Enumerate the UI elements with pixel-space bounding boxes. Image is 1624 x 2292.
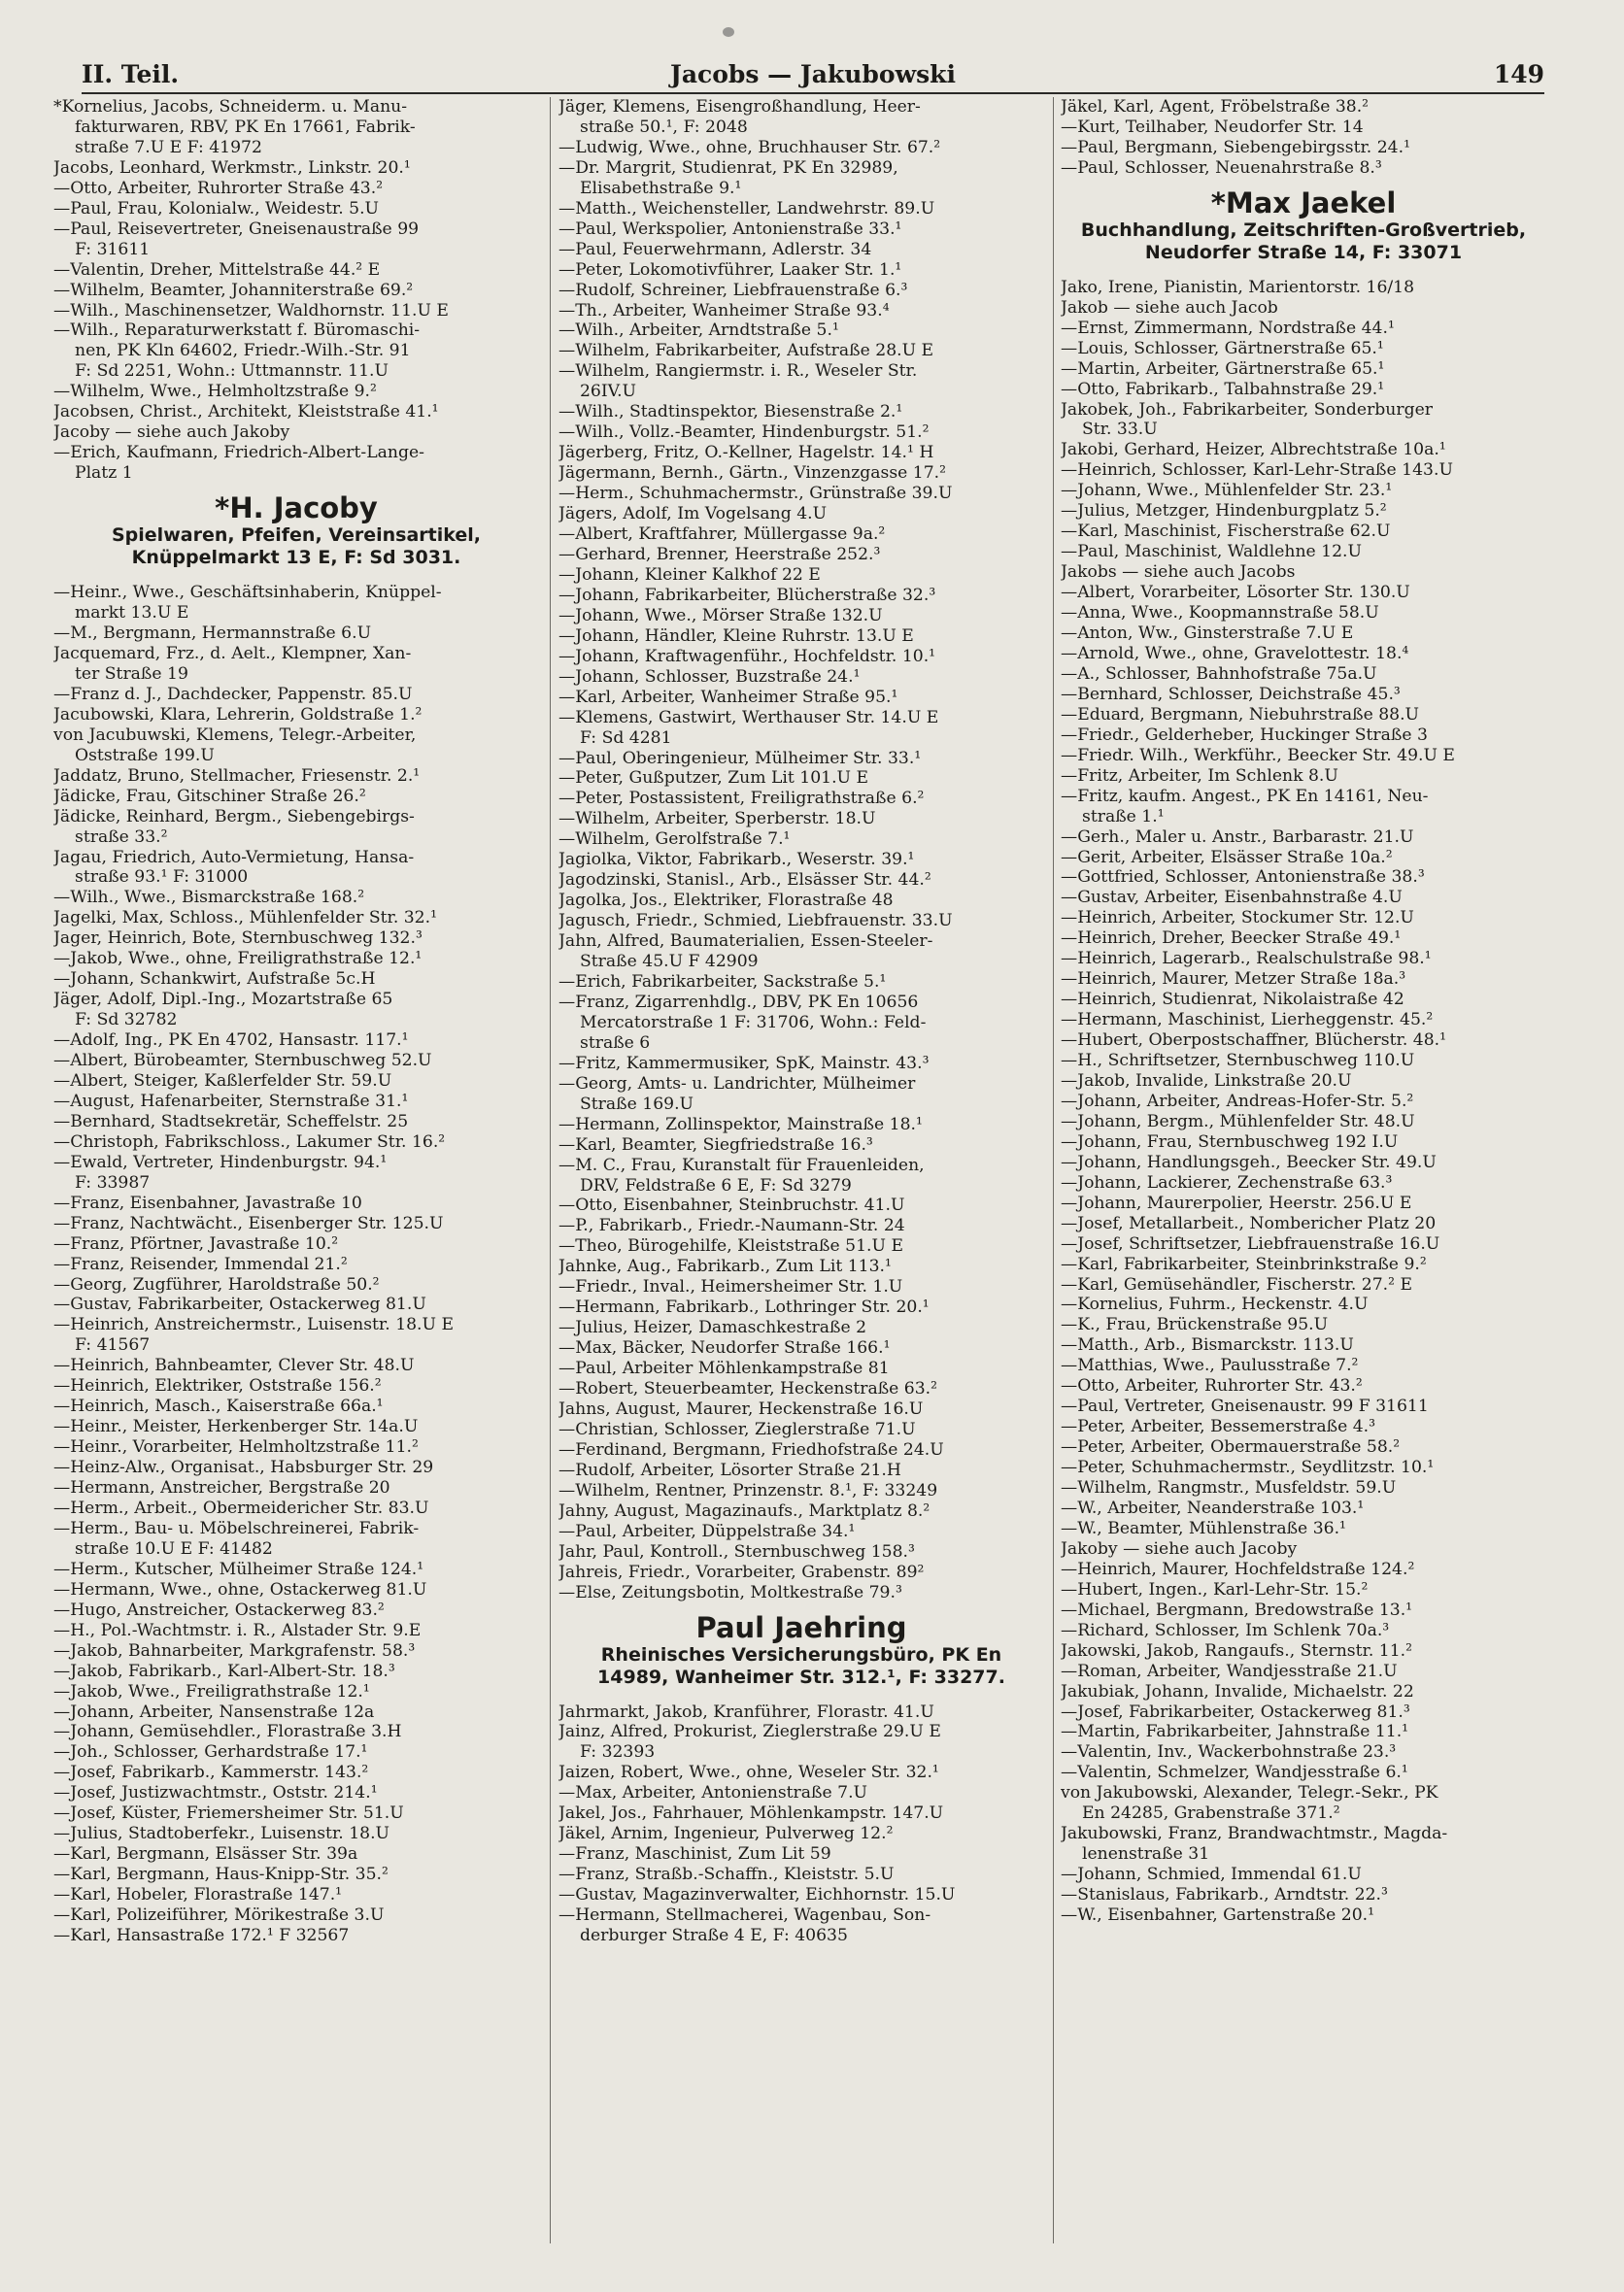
directory-entry: Jahns, August, Maurer, Heckenstraße 16.U <box>558 1399 924 1419</box>
directory-entry: —Gerit, Arbeiter, Elsässer Straße 10a.² <box>1061 847 1393 867</box>
directory-entry: —Georg, Zugführer, Haroldstraße 50.² <box>53 1274 380 1295</box>
directory-entry: Jakoby — siehe auch Jacoby <box>1061 1538 1298 1559</box>
directory-entry: —A., Schlosser, Bahnhofstraße 75a.U <box>1061 663 1377 684</box>
directory-entry: —Gustav, Arbeiter, Eisenbahnstraße 4.U <box>1061 888 1403 908</box>
directory-entry: Elisabethstraße 9.¹ <box>580 178 742 198</box>
directory-entry: —Karl, Beamter, Siegfriedstraße 16.³ <box>558 1134 873 1155</box>
directory-entry: —Karl, Fabrikarbeiter, Steinbrinkstraße 9.² <box>1061 1254 1427 1274</box>
directory-entry: —Wilhelm, Wwe., Helmholtzstraße 9.² <box>53 382 377 402</box>
directory-entry: Jaddatz, Bruno, Stellmacher, Friesenstr. 2.¹ <box>53 765 421 786</box>
directory-entry: —Karl, Gemüsehändler, Fischerstr. 27.² E <box>1061 1274 1413 1295</box>
directory-entry: —Arnold, Wwe., ohne, Gravelottestr. 18.⁴ <box>1061 643 1409 663</box>
directory-entry: —W., Eisenbahner, Gartenstraße 20.¹ <box>1061 1905 1375 1926</box>
directory-entry: Jakobek, Joh., Fabrikarbeiter, Sonderburger <box>1061 399 1433 420</box>
ad-name: Paul Jaehring <box>695 1610 907 1644</box>
directory-entry: Jako, Irene, Pianistin, Marientorstr. 16/18 <box>1061 277 1415 297</box>
directory-entry: —Paul, Bergmann, Siebengebirgsstr. 24.¹ <box>1061 137 1410 157</box>
directory-entry: —Max, Bäcker, Neudorfer Straße 166.¹ <box>558 1338 891 1359</box>
directory-entry: —Heinrich, Maurer, Hochfeldstraße 124.² <box>1061 1559 1415 1579</box>
directory-entry: F: 31611 <box>75 239 151 259</box>
directory-entry: *Kornelius, Jacobs, Schneiderm. u. Manu- <box>53 97 408 117</box>
directory-entry: ter Straße 19 <box>75 663 188 684</box>
directory-entry: —Heinrich, Elektriker, Oststraße 156.² <box>53 1376 382 1397</box>
header-part: II. Teil. <box>82 60 180 88</box>
directory-entry: —Franz, Zigarrenhdlg., DBV, PK En 10656 <box>558 992 919 1012</box>
directory-entry: Jäkel, Arnim, Ingenieur, Pulverweg 12.² <box>558 1824 894 1844</box>
header-range: Jacobs — Jakubowski <box>670 60 956 88</box>
directory-entry: —Julius, Stadtoberfekr., Luisenstr. 18.U <box>53 1824 390 1844</box>
directory-entry: —Gerh., Maler u. Anstr., Barbarastr. 21.U <box>1061 826 1414 847</box>
directory-entry: F: 33987 <box>75 1172 151 1193</box>
directory-entry: —Heinrich, Arbeiter, Stockumer Str. 12.U <box>1061 908 1414 928</box>
directory-entry: —Th., Arbeiter, Wanheimer Straße 93.⁴ <box>558 300 890 320</box>
directory-entry: Oststraße 199.U <box>75 745 215 765</box>
directory-entry: lenenstraße 31 <box>1082 1844 1210 1865</box>
directory-entry: F: Sd 4281 <box>580 727 672 748</box>
directory-entry: —Kurt, Teilhaber, Neudorfer Str. 14 <box>1061 117 1364 137</box>
directory-entry: —Johann, Wwe., Mühlenfelder Str. 23.¹ <box>1061 481 1393 501</box>
directory-entry: —Bernhard, Schlosser, Deichstraße 45.³ <box>1061 684 1401 704</box>
directory-entry: —Josef, Schriftsetzer, Liebfrauenstraße 16.U <box>1061 1233 1440 1254</box>
directory-entry: Jäkel, Karl, Agent, Fröbelstraße 38.² <box>1061 97 1370 117</box>
directory-entry: von Jakubowski, Alexander, Telegr.-Sekr., PK <box>1061 1783 1438 1803</box>
directory-entry: —Karl, Hansastraße 172.¹ F 32567 <box>53 1926 350 1946</box>
directory-entry: Jakubowski, Franz, Brandwachtmstr., Magda- <box>1061 1824 1448 1844</box>
directory-entry: Jahny, August, Magazinaufs., Marktplatz 8.² <box>558 1500 930 1521</box>
column-2 <box>558 97 1044 2263</box>
directory-entry: —Heinrich, Studienrat, Nikolaistraße 42 <box>1061 990 1404 1010</box>
directory-entry: —Ludwig, Wwe., ohne, Bruchhauser Str. 67.² <box>558 137 941 157</box>
directory-entry: F: 41567 <box>75 1335 151 1356</box>
directory-entry: —Herm., Bau- u. Möbelschreinerei, Fabrik- <box>53 1518 420 1538</box>
directory-entry: —Bernhard, Stadtsekretär, Scheffelstr. 25 <box>53 1111 409 1131</box>
directory-entry: —Johann, Wwe., Mörser Straße 132.U <box>558 605 883 625</box>
directory-entry: Jacobsen, Christ., Architekt, Kleiststraße 41.¹ <box>53 402 439 422</box>
directory-entry: —Franz d. J., Dachdecker, Pappenstr. 85.U <box>53 684 413 704</box>
page-header <box>82 60 1544 93</box>
directory-entry: markt 13.U E <box>75 603 189 624</box>
directory-entry: —Georg, Amts- u. Landrichter, Mülheimer <box>558 1073 916 1094</box>
directory-entry: —Julius, Heizer, Damaschkestraße 2 <box>558 1318 867 1338</box>
directory-entry: straße 93.¹ F: 31000 <box>75 867 249 888</box>
directory-entry: —Hermann, Anstreicher, Bergstraße 20 <box>53 1478 390 1499</box>
directory-entry: —Heinrich, Dreher, Beecker Straße 49.¹ <box>1061 928 1402 949</box>
directory-entry: —Karl, Polizeiführer, Mörikestraße 3.U <box>53 1905 385 1926</box>
directory-entry: —Paul, Arbeiter, Düppelstraße 34.¹ <box>558 1521 856 1541</box>
column-3 <box>1061 97 1546 2263</box>
directory-entry: —Wilhelm, Arbeiter, Sperberstr. 18.U <box>558 809 876 829</box>
directory-entry: —Hermann, Wwe., ohne, Ostackerweg 81.U <box>53 1579 427 1600</box>
directory-entry: —August, Hafenarbeiter, Sternstraße 31.¹ <box>53 1091 409 1111</box>
directory-entry: —Karl, Maschinist, Fischerstraße 62.U <box>1061 522 1391 542</box>
directory-entry: —Franz, Maschinist, Zum Lit 59 <box>558 1844 831 1865</box>
directory-entry: —M., Bergmann, Hermannstraße 6.U <box>53 624 372 644</box>
directory-entry: —Joh., Schlosser, Gerhardstraße 17.¹ <box>53 1742 368 1763</box>
directory-entry: —Josef, Fabrikarb., Kammerstr. 143.² <box>53 1763 369 1783</box>
directory-entry: —Peter, Postassistent, Freiligrathstraße 6.² <box>558 789 925 809</box>
directory-entry: —Wilhelm, Rangiermstr. i. R., Weseler Str. <box>558 361 918 382</box>
directory-entry: —Fritz, Arbeiter, Im Schlenk 8.U <box>1061 765 1338 786</box>
directory-entry: —Ferdinand, Bergmann, Friedhofstraße 24.U <box>558 1439 944 1460</box>
directory-entry: —Heinrich, Bahnbeamter, Clever Str. 48.U <box>53 1356 415 1376</box>
ad-detail: Knüppelmarkt 13 E, F: Sd 3031. <box>131 547 461 569</box>
directory-entry: —Herm., Kutscher, Mülheimer Straße 124.¹ <box>53 1559 424 1579</box>
column-1 <box>53 97 539 2263</box>
directory-entry: —Johann, Arbeiter, Nansenstraße 12a <box>53 1702 375 1722</box>
directory-entry: —Paul, Maschinist, Waldlehne 12.U <box>1061 542 1362 562</box>
directory-entry: —Otto, Fabrikarb., Talbahnstraße 29.¹ <box>1061 379 1385 399</box>
directory-entry: —Karl, Bergmann, Elsässer Str. 39a <box>53 1844 358 1865</box>
directory-entry: —Rudolf, Schreiner, Liebfrauenstraße 6.³ <box>558 280 908 300</box>
directory-entry: —Heinrich, Anstreichermstr., Luisenstr. 18.U E <box>53 1315 455 1335</box>
directory-entry: —Franz, Straßb.-Schaffn., Kleiststr. 5.U <box>558 1865 895 1885</box>
directory-entry: —Fritz, Kammermusiker, SpK, Mainstr. 43.³ <box>558 1053 930 1073</box>
directory-entry: —Dr. Margrit, Studienrat, PK En 32989, <box>558 157 898 178</box>
directory-entry: Jahrmarkt, Jakob, Kranführer, Florastr. 41.U <box>558 1702 934 1722</box>
directory-entry: —Johann, Kleiner Kalkhof 22 E <box>558 564 821 585</box>
directory-entry: —Albert, Steiger, Kaßlerfelder Str. 59.U <box>53 1070 392 1091</box>
header-rule <box>82 92 1544 94</box>
column-divider <box>1053 97 1054 2243</box>
directory-entry: Jägerberg, Fritz, O.-Kellner, Hagelstr. 14.¹ H <box>558 443 934 463</box>
directory-entry: —Peter, Arbeiter, Bessemerstraße 4.³ <box>1061 1417 1376 1437</box>
directory-entry: —Gustav, Magazinverwalter, Eichhornstr. 15.U <box>558 1885 956 1905</box>
directory-entry: straße 7.U E F: 41972 <box>75 137 262 157</box>
directory-entry: —Josef, Küster, Friemersheimer Str. 51.U <box>53 1803 404 1824</box>
ad-name: *Max Jaekel <box>1210 185 1397 219</box>
directory-entry: —Wilh., Arbeiter, Arndtstraße 5.¹ <box>558 320 839 341</box>
directory-entry: —Herm., Arbeit., Obermeidericher Str. 83.U <box>53 1499 429 1518</box>
directory-entry: —Hermann, Maschinist, Lierheggenstr. 45.² <box>1061 1010 1434 1030</box>
directory-entry: —Ernst, Zimmermann, Nordstraße 44.¹ <box>1061 318 1395 338</box>
directory-entry: —Franz, Reisender, Immendal 21.² <box>53 1254 348 1274</box>
directory-entry: —Peter, Schuhmachermstr., Seydlitzstr. 10.¹ <box>1061 1458 1435 1478</box>
directory-entry: Jädicke, Reinhard, Bergm., Siebengebirgs- <box>53 806 415 826</box>
directory-entry: —Martin, Arbeiter, Gärtnerstraße 65.¹ <box>1061 358 1385 379</box>
directory-entry: —Gustav, Fabrikarbeiter, Ostackerweg 81.U <box>53 1295 426 1315</box>
directory-entry: —Wilh., Reparaturwerkstatt f. Büromaschi- <box>53 320 421 341</box>
directory-entry: —Matthias, Wwe., Paulusstraße 7.² <box>1061 1356 1359 1376</box>
directory-entry: Jacobs, Leonhard, Werkmstr., Linkstr. 20.¹ <box>53 157 411 178</box>
directory-entry: F: 32393 <box>580 1742 656 1763</box>
directory-entry: —Johann, Schlosser, Buzstraße 24.¹ <box>558 666 861 687</box>
directory-entry: Jäger, Klemens, Eisengroßhandlung, Heer- <box>558 97 921 117</box>
directory-entry: —Wilhelm, Gerolfstraße 7.¹ <box>558 829 791 850</box>
directory-entry: Jacquemard, Frz., d. Aelt., Klempner, Xan- <box>53 643 412 663</box>
directory-entry: —Max, Arbeiter, Antonienstraße 7.U <box>558 1783 868 1803</box>
directory-entry: Jäger, Adolf, Dipl.-Ing., Mozartstraße 65 <box>53 990 393 1010</box>
directory-entry: —Martin, Fabrikarbeiter, Jahnstraße 11.¹ <box>1061 1722 1409 1742</box>
directory-entry: —Karl, Hobeler, Florastraße 147.¹ <box>53 1885 343 1905</box>
advertisement <box>53 491 539 569</box>
directory-entry: —H., Schriftsetzer, Sternbuschweg 110.U <box>1061 1051 1415 1071</box>
directory-entry: —Paul, Oberingenieur, Mülheimer Str. 33.¹ <box>558 748 922 768</box>
directory-entry: straße 33.² <box>75 826 168 847</box>
directory-entry: —Valentin, Schmelzer, Wandjesstraße 6.¹ <box>1061 1763 1408 1783</box>
directory-entry: —Albert, Vorarbeiter, Lösorter Str. 130.U <box>1061 583 1410 603</box>
directory-entry: —Gottfried, Schlosser, Antonienstraße 38.³ <box>1061 867 1425 888</box>
directory-entry: —Paul, Werkspolier, Antonienstraße 33.¹ <box>558 219 902 239</box>
directory-entry: —Johann, Schmied, Immendal 61.U <box>1061 1865 1362 1885</box>
directory-entry: —Josef, Metallarbeit., Nombericher Platz 20 <box>1061 1213 1437 1233</box>
directory-entry: —Johann, Maurerpolier, Heerstr. 256.U E <box>1061 1193 1412 1213</box>
directory-entry: Jägers, Adolf, Im Vogelsang 4.U <box>558 504 828 524</box>
directory-entry: —Anna, Wwe., Koopmannstraße 58.U <box>1061 603 1379 624</box>
directory-entry: Jahn, Alfred, Baumaterialien, Essen-Steeler- <box>558 931 933 952</box>
directory-entry: —Johann, Arbeiter, Andreas-Hofer-Str. 5.² <box>1061 1091 1414 1111</box>
directory-entry: —Hubert, Ingen., Karl-Lehr-Str. 15.² <box>1061 1579 1369 1600</box>
directory-entry: —Paul, Arbeiter Möhlenkampstraße 81 <box>558 1359 890 1379</box>
directory-entry: —W., Beamter, Mühlenstraße 36.¹ <box>1061 1518 1346 1538</box>
ad-detail: Spielwaren, Pfeifen, Vereinsartikel, <box>112 524 481 547</box>
directory-entry: —Heinrich, Lagerarb., Realschulstraße 98.¹ <box>1061 949 1432 969</box>
directory-entry: —Otto, Arbeiter, Ruhrorter Str. 43.² <box>1061 1376 1363 1397</box>
directory-entry: Straße 169.U <box>580 1094 694 1114</box>
directory-entry: —Wilh., Wwe., Bismarckstraße 168.² <box>53 888 365 908</box>
directory-entry: Jädicke, Frau, Gitschiner Straße 26.² <box>53 786 366 806</box>
directory-entry: Jacoby — siehe auch Jakoby <box>53 422 290 443</box>
directory-entry: —Hermann, Stellmacherei, Wagenbau, Son- <box>558 1905 931 1926</box>
directory-entry: —Jakob, Invalide, Linkstraße 20.U <box>1061 1070 1352 1091</box>
directory-entry: —Heinr., Meister, Herkenberger Str. 14a.U <box>53 1417 419 1437</box>
directory-entry: straße 50.¹, F: 2048 <box>580 117 748 137</box>
directory-entry: —Hubert, Oberpostschaffner, Blücherstr. 48.¹ <box>1061 1030 1446 1051</box>
directory-entry: —Friedr., Gelderheber, Huckinger Straße 3 <box>1061 725 1428 745</box>
directory-entry: —Michael, Bergmann, Bredowstraße 13.¹ <box>1061 1600 1413 1620</box>
directory-entry: —Heinr., Wwe., Geschäftsinhaberin, Knüppel- <box>53 583 442 603</box>
directory-entry: Straße 45.U F 42909 <box>580 952 759 972</box>
ad-detail: Buchhandlung, Zeitschriften-Großvertrieb, <box>1080 219 1527 241</box>
directory-entry: —Richard, Schlosser, Im Schlenk 70a.³ <box>1061 1620 1390 1640</box>
directory-entry: —Valentin, Dreher, Mittelstraße 44.² E <box>53 259 381 280</box>
directory-entry: —Peter, Gußputzer, Zum Lit 101.U E <box>558 768 869 789</box>
directory-entry: —Franz, Eisenbahner, Javastraße 10 <box>53 1193 362 1213</box>
directory-entry: —Anton, Ww., Ginsterstraße 7.U E <box>1061 624 1354 644</box>
directory-entry: —Peter, Arbeiter, Obermauerstraße 58.² <box>1061 1437 1401 1458</box>
directory-entry: —Else, Zeitungsbotin, Moltkestraße 79.³ <box>558 1582 902 1602</box>
directory-entry: Jagiolka, Viktor, Fabrikarb., Weserstr. 39.¹ <box>558 850 915 870</box>
directory-entry: —Herm., Schuhmachermstr., Grünstraße 39.U <box>558 484 953 504</box>
directory-entry: Platz 1 <box>75 463 133 484</box>
directory-entry: Jagolka, Jos., Elektriker, Florastraße 48 <box>558 891 894 911</box>
directory-entry: En 24285, Grabenstraße 371.² <box>1082 1803 1340 1824</box>
directory-entry: 26IV.U <box>580 382 637 402</box>
directory-entry: —Josef, Justizwachtmstr., Oststr. 214.¹ <box>53 1783 378 1803</box>
directory-entry: —Robert, Steuerbeamter, Heckenstraße 63.² <box>558 1379 938 1399</box>
directory-entry: —Wilhelm, Rangmstr., Musfeldstr. 59.U <box>1061 1478 1397 1499</box>
directory-entry: Jagusch, Friedr., Schmied, Liebfrauenstr. 33.U <box>558 911 953 931</box>
advertisement <box>1061 186 1546 264</box>
directory-entry: —Julius, Metzger, Hindenburgplatz 5.² <box>1061 501 1387 522</box>
directory-entry: Jaizen, Robert, Wwe., ohne, Weseler Str. 32.¹ <box>558 1763 939 1783</box>
ad-detail: Rheinisches Versicherungsbüro, PK En <box>600 1643 1002 1666</box>
directory-entry: —Johann, Fabrikarbeiter, Blücherstraße 32.³ <box>558 585 936 605</box>
directory-entry: Str. 33.U <box>1082 420 1158 440</box>
directory-entry: —Hermann, Fabrikarb., Lothringer Str. 20.¹ <box>558 1298 930 1318</box>
directory-entry: —Jakob, Wwe., Freiligrathstraße 12.¹ <box>53 1681 370 1702</box>
directory-entry: nen, PK Kln 64602, Friedr.-Wilh.-Str. 91 <box>75 341 411 361</box>
directory-entry: —Wilh., Vollz.-Beamter, Hindenburgstr. 51.² <box>558 422 930 443</box>
directory-entry: —Paul, Reisevertreter, Gneisenaustraße 99 <box>53 219 420 239</box>
directory-entry: —Johann, Lackierer, Zechenstraße 63.³ <box>1061 1172 1393 1193</box>
directory-entry: —H., Pol.-Wachtmstr. i. R., Alstader Str. 9.E <box>53 1620 422 1640</box>
directory-entry: —Roman, Arbeiter, Wandjesstraße 21.U <box>1061 1661 1398 1681</box>
directory-entry: —Rudolf, Arbeiter, Lösorter Straße 21.H <box>558 1460 901 1480</box>
ad-detail: 14989, Wanheimer Str. 312.¹, F: 33277. <box>597 1666 1005 1688</box>
directory-entry: —K., Frau, Brückenstraße 95.U <box>1061 1315 1329 1335</box>
directory-entry: —Albert, Kraftfahrer, Müllergasse 9a.² <box>558 524 886 545</box>
column-divider <box>550 97 551 2243</box>
ad-name: *H. Jacoby <box>215 491 378 525</box>
directory-entry: straße 6 <box>580 1032 651 1053</box>
ink-stain <box>723 27 734 37</box>
directory-entry: —Matth., Arb., Bismarckstr. 113.U <box>1061 1335 1354 1356</box>
directory-entry: Jahr, Paul, Kontroll., Sternbuschweg 158.³ <box>558 1541 915 1562</box>
directory-entry: —Wilh., Maschinensetzer, Waldhornstr. 11.U E <box>53 300 449 320</box>
directory-entry: —Wilhelm, Beamter, Johanniterstraße 69.² <box>53 280 414 300</box>
directory-entry: —Hugo, Anstreicher, Ostackerweg 83.² <box>53 1600 385 1620</box>
directory-entry: —Otto, Eisenbahner, Steinbruchstr. 41.U <box>558 1196 905 1216</box>
directory-entry: straße 10.U E F: 41482 <box>75 1538 273 1559</box>
directory-entry: —Paul, Vertreter, Gneisenaustr. 99 F 31611 <box>1061 1397 1429 1417</box>
directory-entry: —Karl, Bergmann, Haus-Knipp-Str. 35.² <box>53 1865 389 1885</box>
directory-entry: Jacubowski, Klara, Lehrerin, Goldstraße 1.² <box>53 704 423 725</box>
page-number: 149 <box>1493 60 1544 88</box>
directory-entry: Jakobs — siehe auch Jacobs <box>1061 562 1296 583</box>
directory-entry: —Johann, Schankwirt, Aufstraße 5c.H <box>53 969 376 990</box>
directory-entry: straße 1.¹ <box>1082 806 1165 826</box>
directory-entry: —Franz, Nachtwächt., Eisenberger Str. 125.U <box>53 1213 444 1233</box>
directory-entry: —Johann, Frau, Sternbuschweg 192 I.U <box>1061 1131 1399 1152</box>
directory-entry: Jakob — siehe auch Jacob <box>1061 297 1278 318</box>
directory-entry: —Johann, Kraftwagenführ., Hochfeldstr. 10.¹ <box>558 646 936 666</box>
directory-entry: F: Sd 32782 <box>75 1010 178 1030</box>
directory-entry: Jager, Heinrich, Bote, Sternbuschweg 132.³ <box>53 928 423 949</box>
ad-detail: Neudorfer Straße 14, F: 33071 <box>1144 241 1463 263</box>
directory-entry: —Theo, Bürogehilfe, Kleiststraße 51.U E <box>558 1236 903 1257</box>
directory-entry: —Johann, Handlungsgeh., Beecker Str. 49.U <box>1061 1152 1437 1172</box>
directory-entry: —Louis, Schlosser, Gärtnerstraße 65.¹ <box>1061 338 1384 358</box>
directory-entry: —Kornelius, Fuhrm., Heckenstr. 4.U <box>1061 1295 1369 1315</box>
directory-entry: —Heinrich, Schlosser, Karl-Lehr-Straße 143.U <box>1061 460 1453 481</box>
directory-entry: —Heinrich, Maurer, Metzer Straße 18a.³ <box>1061 969 1406 990</box>
directory-entry: —Franz, Pförtner, Javastraße 10.² <box>53 1233 339 1254</box>
directory-entry: —Adolf, Ing., PK En 4702, Hansastr. 117.¹ <box>53 1030 409 1051</box>
directory-entry: —Paul, Frau, Kolonialw., Weidestr. 5.U <box>53 198 380 219</box>
directory-entry: —Christoph, Fabrikschloss., Lakumer Str. 16.² <box>53 1131 446 1152</box>
directory-entry: —Heinz-Alw., Organisat., Habsburger Str. 29 <box>53 1458 434 1478</box>
directory-entry: —Paul, Schlosser, Neuenahrstraße 8.³ <box>1061 157 1382 178</box>
directory-entry: —Wilhelm, Fabrikarbeiter, Aufstraße 28.U E <box>558 341 934 361</box>
directory-entry: —Paul, Feuerwehrmann, Adlerstr. 34 <box>558 239 872 259</box>
directory-entry: —Stanislaus, Fabrikarb., Arndtstr. 22.³ <box>1061 1885 1388 1905</box>
directory-entry: —Jakob, Wwe., ohne, Freiligrathstraße 12.¹ <box>53 949 423 969</box>
directory-entry: —Peter, Lokomotivführer, Laaker Str. 1.¹ <box>558 259 902 280</box>
directory-entry: —P., Fabrikarb., Friedr.-Naumann-Str. 24 <box>558 1216 905 1236</box>
directory-entry: von Jacubuwski, Klemens, Telegr.-Arbeiter, <box>53 725 417 745</box>
directory-entry: —Friedr., Inval., Heimersheimer Str. 1.U <box>558 1277 903 1298</box>
directory-entry: Jagau, Friedrich, Auto-Vermietung, Hansa- <box>53 847 415 867</box>
directory-entry: Jagelki, Max, Schloss., Mühlenfelder Str. 32.¹ <box>53 908 437 928</box>
directory-entry: —Valentin, Inv., Wackerbohnstraße 23.³ <box>1061 1742 1397 1763</box>
directory-entry: —Johann, Bergm., Mühlenfelder Str. 48.U <box>1061 1111 1415 1131</box>
directory-entry: —Johann, Händler, Kleine Ruhrstr. 13.U E <box>558 625 914 646</box>
directory-entry: Jakowski, Jakob, Rangaufs., Sternstr. 11.² <box>1061 1640 1412 1661</box>
directory-entry: Jägermann, Bernh., Gärtn., Vinzenzgasse 17.² <box>558 463 947 484</box>
directory-entry: Jagodzinski, Stanisl., Arb., Elsässer Str. 44.² <box>558 870 931 891</box>
directory-entry: —Christian, Schlosser, Zieglerstraße 71.U <box>558 1419 916 1439</box>
directory-entry: —Matth., Weichensteller, Landwehrstr. 89.U <box>558 198 935 219</box>
directory-entry: —Jakob, Fabrikarb., Karl-Albert-Str. 18.³ <box>53 1661 395 1681</box>
directory-entry: Mercatorstraße 1 F: 31706, Wohn.: Feld- <box>580 1012 927 1032</box>
directory-entry: —Hermann, Zollinspektor, Mainstraße 18.¹ <box>558 1114 923 1134</box>
directory-entry: Jakobi, Gerhard, Heizer, Albrechtstraße 10a.¹ <box>1061 440 1446 460</box>
directory-entry: derburger Straße 4 E, F: 40635 <box>580 1926 848 1946</box>
directory-entry: fakturwaren, RBV, PK En 17661, Fabrik- <box>75 117 416 137</box>
directory-entry: Jainz, Alfred, Prokurist, Zieglerstraße 29.U E <box>558 1722 941 1742</box>
directory-entry: Jahreis, Friedr., Vorarbeiter, Grabenstr. 89² <box>558 1562 925 1582</box>
directory-entry: Jahnke, Aug., Fabrikarb., Zum Lit 113.¹ <box>558 1257 892 1277</box>
directory-entry: —Heinrich, Masch., Kaiserstraße 66a.¹ <box>53 1397 384 1417</box>
directory-entry: —M. C., Frau, Kuranstalt für Frauenleiden, <box>558 1155 925 1175</box>
directory-entry: —Friedr. Wilh., Werkführ., Beecker Str. 49.U E <box>1061 745 1455 765</box>
directory-entry: —Wilh., Stadtinspektor, Biesenstraße 2.¹ <box>558 402 903 422</box>
directory-entry: —Jakob, Bahnarbeiter, Markgrafenstr. 58.³ <box>53 1640 416 1661</box>
directory-entry: —Erich, Kaufmann, Friedrich-Albert-Lange- <box>53 443 424 463</box>
directory-entry: DRV, Feldstraße 6 E, F: Sd 3279 <box>580 1175 852 1196</box>
directory-entry: —Otto, Arbeiter, Ruhrorter Straße 43.² <box>53 178 384 198</box>
directory-entry: —Wilhelm, Rentner, Prinzenstr. 8.¹, F: 33249 <box>558 1480 938 1500</box>
directory-entry: —Fritz, kaufm. Angest., PK En 14161, Neu- <box>1061 786 1429 806</box>
directory-entry: —Gerhard, Brenner, Heerstraße 252.³ <box>558 544 881 564</box>
directory-entry: Jakel, Jos., Fahrhauer, Möhlenkampstr. 147.U <box>558 1803 944 1824</box>
directory-entry: —Ewald, Vertreter, Hindenburgstr. 94.¹ <box>53 1152 388 1172</box>
directory-entry: —Johann, Gemüsehdler., Florastraße 3.H <box>53 1722 402 1742</box>
directory-entry: —Heinr., Vorarbeiter, Helmholtzstraße 11.² <box>53 1437 419 1458</box>
directory-entry: F: Sd 2251, Wohn.: Uttmannstr. 11.U <box>75 361 389 382</box>
directory-entry: —Erich, Fabrikarbeiter, Sackstraße 5.¹ <box>558 971 887 992</box>
directory-entry: —Josef, Fabrikarbeiter, Ostackerweg 81.³ <box>1061 1702 1410 1722</box>
directory-entry: —Klemens, Gastwirt, Werthauser Str. 14.U E <box>558 707 939 727</box>
directory-entry: —Albert, Bürobeamter, Sternbuschweg 52.U <box>53 1051 432 1071</box>
directory-entry: Jakubiak, Johann, Invalide, Michaelstr. 22 <box>1061 1681 1414 1702</box>
directory-entry: —W., Arbeiter, Neanderstraße 103.¹ <box>1061 1499 1365 1518</box>
advertisement <box>558 1611 1044 1689</box>
directory-entry: —Eduard, Bergmann, Niebuhrstraße 88.U <box>1061 704 1420 725</box>
directory-entry: —Karl, Arbeiter, Wanheimer Straße 95.¹ <box>558 687 898 707</box>
